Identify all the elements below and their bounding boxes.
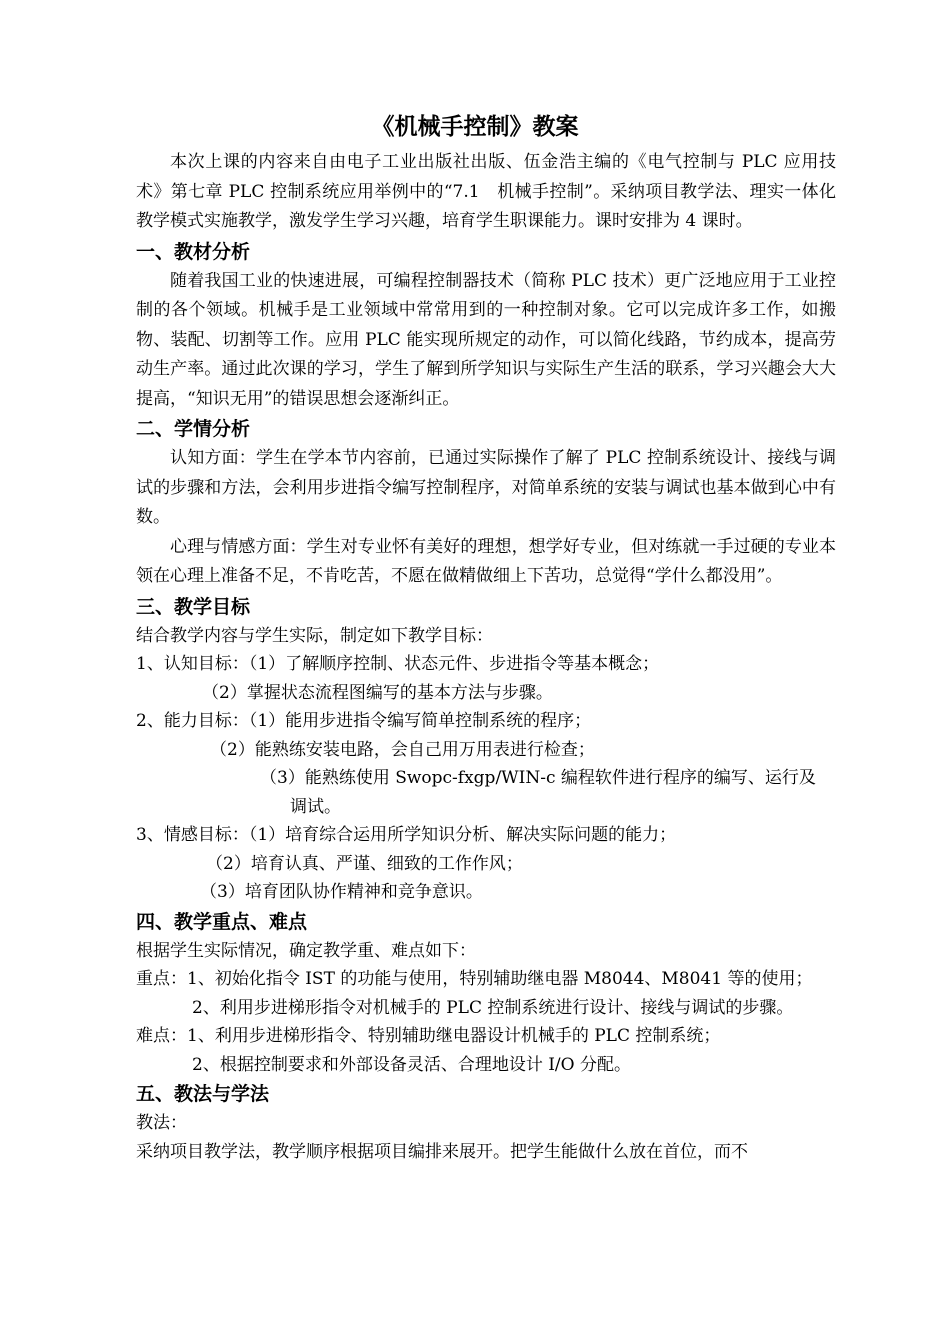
objectives-lead: 结合教学内容与学生实际，制定如下教学目标： bbox=[136, 625, 493, 646]
section-heading-key-points: 四、教学重点、难点 bbox=[136, 910, 308, 933]
objective-affective-1: 3、情感目标：（1）培育综合运用所学知识分析、解决实际问题的能力； bbox=[136, 825, 677, 845]
objective-ability-3-cont: 调试。 bbox=[290, 796, 341, 817]
objective-cognitive-1: 1、认知目标：（1）了解顺序控制、状态元件、步进指令等基本概念； bbox=[136, 654, 660, 674]
document-title: 《机械手控制》教案 bbox=[371, 114, 579, 140]
section-heading-objectives: 三、教学目标 bbox=[136, 595, 251, 618]
emotional-paragraph: 心理与情感方面：学生对专业怀有美好的理想，想学好专业，但对练就一手过硬的专业本领在心理上准备不足，不肯吃苦，不愿在做精做细上下苦功，总觉得“学什么都没用”。 bbox=[136, 536, 836, 586]
difficulty-1: 难点：1、利用步进梯形指令、特别辅助继电器设计机械手的 PLC 控制系统； bbox=[136, 1026, 721, 1046]
section-heading-students: 二、学情分析 bbox=[136, 418, 251, 440]
teaching-method-label: 教法： bbox=[136, 1113, 187, 1133]
difficulty-2: 2、根据控制要求和外部设备灵活、合理地设计 I/O 分配。 bbox=[192, 1054, 632, 1075]
teaching-method-paragraph: 采纳项目教学法，教学顺序根据项目编排来展开。把学生能做什么放在首位，而不 bbox=[136, 1141, 748, 1162]
key-point-2: 2、利用步进梯形指令对机械手的 PLC 控制系统进行设计、接线与调试的步骤。 bbox=[192, 997, 794, 1018]
objective-affective-3: （3）培育团队协作精神和竞争意识。 bbox=[200, 882, 483, 902]
section-heading-methods: 五、教法与学法 bbox=[136, 1083, 270, 1105]
material-analysis-paragraph: 随着我国工业的快速进展，可编程控制器技术（简称 PLC 技术）更广泛地应用于工业控制的各个领域。机械手是工业领域中常常用到的一种控制对象。它可以完成许多工作，如搬物、装配、切割等工作。应用 PLC 能实现所规定的动作，可以简化线路，节约成本，提高劳动生产率。通过此次课的学习，学生了解到所学知识与实际生产生活的联系，学习兴趣会大大提高，“知识无用”的错误思想会逐渐纠正。 bbox=[136, 270, 836, 409]
key-points-lead: 根据学生实际情况，确定教学重、难点如下： bbox=[136, 940, 476, 961]
key-point-1: 重点：1、初始化指令 IST 的功能与使用，特别辅助继电器 M8044、M8041 等的使用； bbox=[136, 969, 813, 989]
objective-cognitive-2: （2）掌握状态流程图编写的基本方法与步骤。 bbox=[202, 682, 553, 703]
section-heading-material: 一、教材分析 bbox=[136, 240, 251, 263]
document-body bbox=[136, 148, 836, 1167]
objective-ability-2: （2）能熟练安装电路，会自己用万用表进行检查； bbox=[210, 739, 595, 760]
intro-paragraph: 本次上课的内容来自由电子工业出版社出版、伍金浩主编的《电气控制与 PLC 应用技术》第七章 PLC 控制系统应用举例中的“7.1 机械手控制”。采纳项目教学法、理实一体化教学模式实施教学，激发学生学习兴趣，培育学生职课能力。课时安排为 4 课时。 bbox=[136, 152, 836, 231]
objective-affective-2: （2）培育认真、严谨、细致的工作作风； bbox=[206, 853, 523, 874]
cognitive-paragraph: 认知方面：学生在学本节内容前，已通过实际操作了解了 PLC 控制系统设计、接线与调试的步骤和方法，会利用步进指令编写控制程序，对简单系统的安装与调试也基本做到心中有数。 bbox=[136, 448, 836, 527]
objective-ability-1: 2、能力目标：（1）能用步进指令编写简单控制系统的程序； bbox=[136, 711, 592, 731]
objective-ability-3: （3）能熟练使用 Swopc-fxgp/WIN-c 编程软件进行程序的编写、运行及 bbox=[260, 768, 816, 788]
